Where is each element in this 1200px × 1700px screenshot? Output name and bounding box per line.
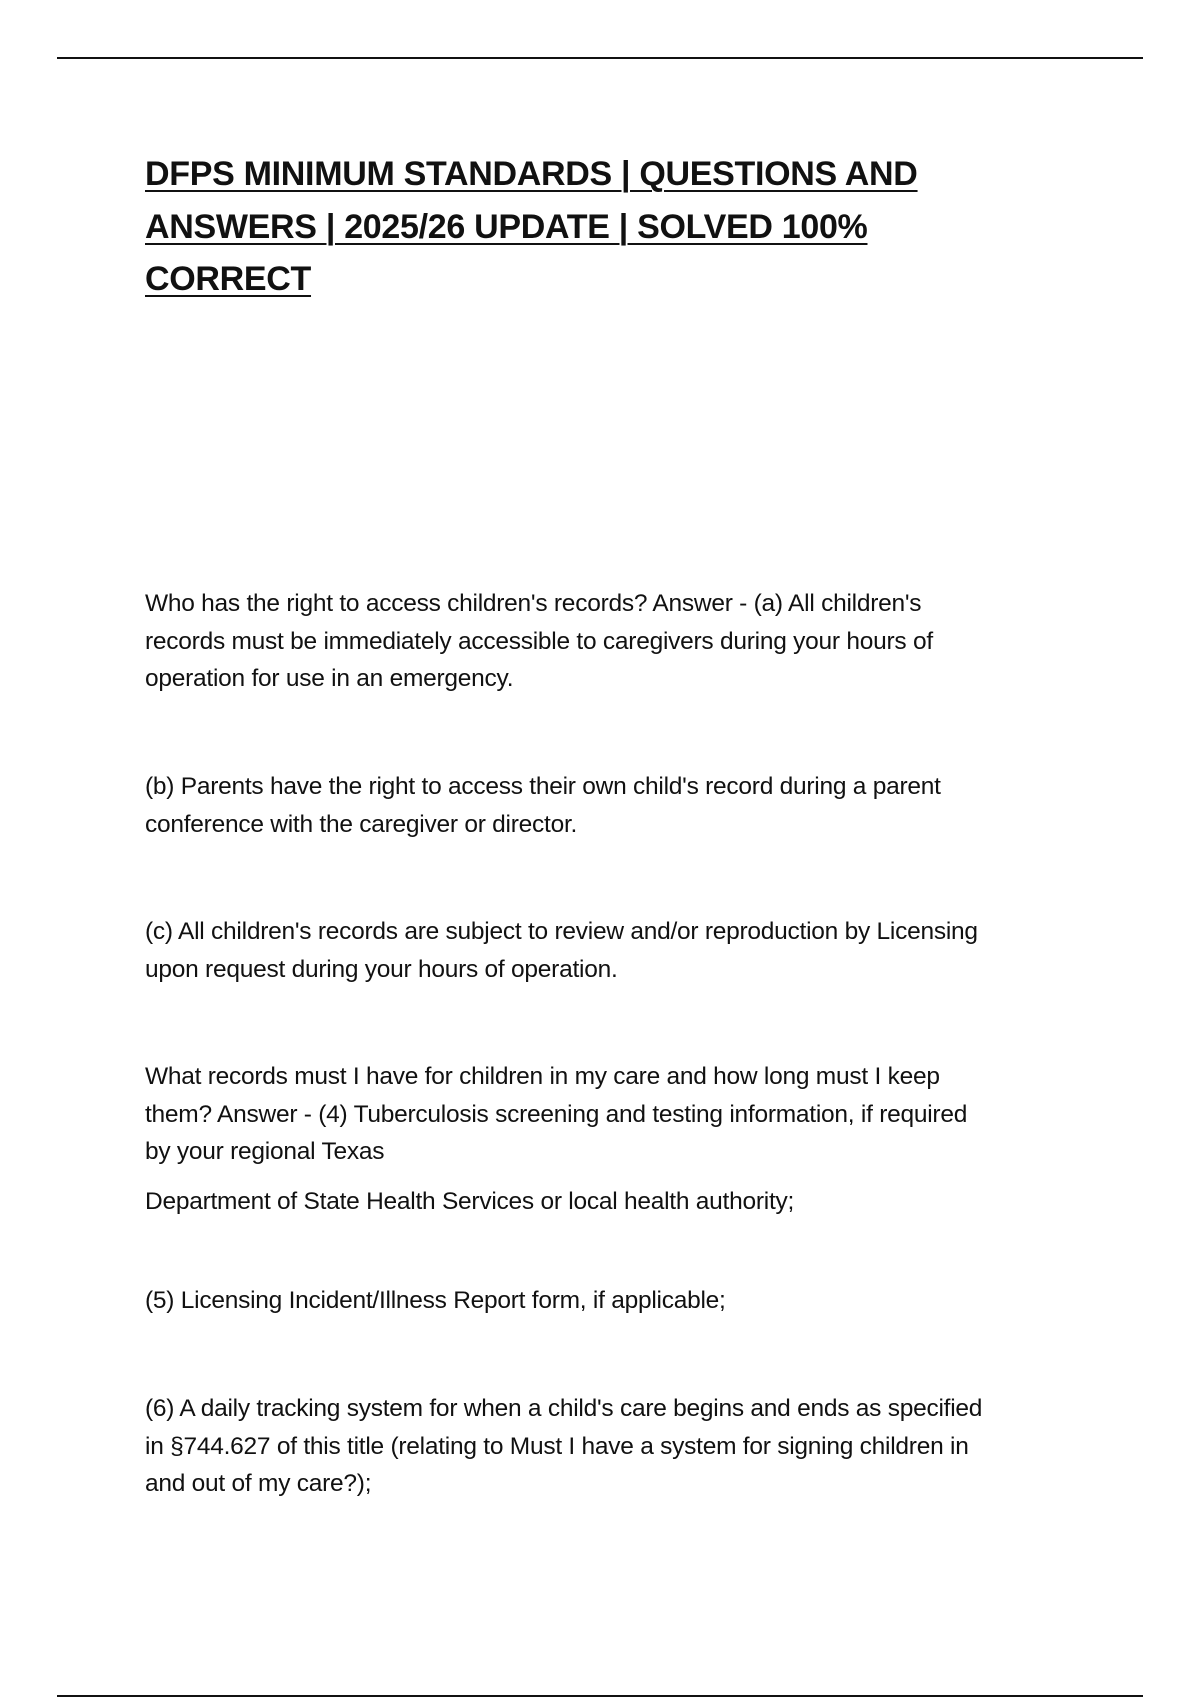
paragraph-line: (6) A daily tracking system for when a child's care begins and ends as specified	[145, 1395, 983, 1422]
qa-paragraph-records-required	[145, 1058, 1075, 1171]
paragraph-line: (b) Parents have the right to access their own child's record during a parent	[145, 773, 941, 800]
qa-paragraph-health-services	[145, 1183, 1075, 1221]
paragraph-line: (5) Licensing Incident/Illness Report form, if applicable;	[145, 1287, 726, 1314]
paragraph-line: by your regional Texas	[145, 1138, 385, 1165]
qa-paragraph-daily-tracking	[145, 1390, 1075, 1503]
paragraph-line: them? Answer - (4) Tuberculosis screening and testing information, if required	[145, 1100, 968, 1128]
paragraph-line: in §744.627 of this title (relating to Must I have a system for signing children in	[145, 1432, 969, 1460]
paragraph-line: records must be immediately accessible to caregivers during your hours of	[145, 627, 933, 655]
title-line: ANSWERS | 2025/26 UPDATE | SOLVED 100%	[145, 207, 868, 246]
paragraph-line: Department of State Health Services or local health authority;	[145, 1188, 795, 1215]
paragraph-line: What records must I have for children in my care and how long must I keep	[145, 1063, 940, 1090]
qa-paragraph-access-records	[145, 585, 1075, 698]
qa-paragraph-licensing-review	[145, 913, 1075, 988]
bottom-rule	[57, 1695, 1143, 1697]
paragraph-line: and out of my care?);	[145, 1470, 372, 1497]
paragraph-line: (c) All children's records are subject to review and/or reproduction by Licensing	[145, 918, 978, 945]
title-line: DFPS MINIMUM STANDARDS | QUESTIONS AND	[145, 155, 918, 193]
paragraph-line: Who has the right to access children's records? Answer - (a) All children's	[145, 590, 922, 617]
document-title	[145, 148, 1005, 306]
top-rule	[57, 57, 1143, 59]
title-line: CORRECT	[145, 260, 312, 298]
qa-paragraph-incident-report	[145, 1282, 1075, 1320]
paragraph-line: conference with the caregiver or director.	[145, 810, 578, 838]
paragraph-line: operation for use in an emergency.	[145, 665, 514, 692]
paragraph-line: upon request during your hours of operation.	[145, 955, 618, 983]
qa-paragraph-parents-access	[145, 768, 1075, 843]
